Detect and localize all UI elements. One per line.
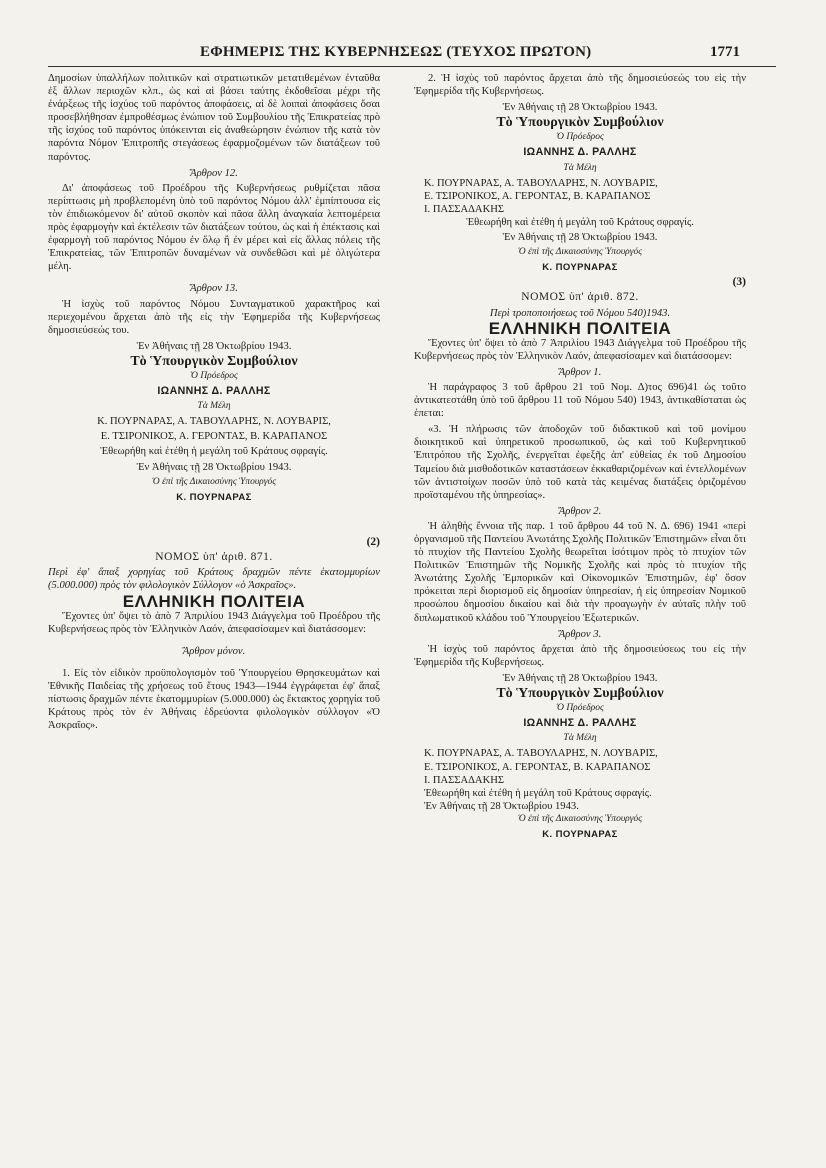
minister-name: Κ. ΠΟΥΡΝΑΡΑΣ [542,262,618,274]
paragraph: Δι' ἀποφάσεως τοῦ Προέδρου τῆς Κυβερνήσεως ρυθμίζεται πᾶσα περίπτωσις μὴ προβλεπομένη ὑπὸ τοῦ παρόντος Νόμου ἀλλ' ἐμπίπτουσα εἰς τὸν ἐπιδιωκόμενον δι' αὐτοῦ σκοπὸν καὶ πᾶσα ἄλλη ἀναγκαία λεπτομέρεια πρὸς ἐφαρμογὴν καὶ ἐκτέλεσιν τῶν διατάξεων τούτου, ὡς καὶ ἡ ἐπέκτασις καὶ ἐφαρμογὴ τοῦ παρόντος Νόμου ἐν ὅλῳ ἢ ἐν μέρει καὶ εἰς ἄλλας πόλεις τῆς Ἐπικρατείας, τῶν Ἐπιτροπῶν δυναμένων νὰ συνδεθῶσι καὶ μὲ ὀλιγώτερα μέλη. [48,182,380,273]
date-line: Ἐν Ἀθήναις τῇ 28 Ὀκτωβρίου 1943. [502,672,658,684]
law-number-badge: (2) [366,535,380,548]
page-header [200,44,740,68]
date-line: Ἐν Ἀθήναις τῇ 28 Ὀκτωβρίου 1943. [502,232,658,244]
date-line: Ἐν Ἀθήναις τῇ 28 Ὀκτωβρίου 1943. [136,340,292,352]
date-line: Ἐν Ἀθήναις τῇ 28 Ὀκτωβρίου 1943. [424,800,579,812]
president-name: ΙΩΑΝΝΗΣ Δ. ΡΑΛΛΗΣ [523,717,637,730]
justice-minister-label: Ὁ ἐπὶ τῆς Δικαιοσύνης Ὑπουργός [517,247,643,258]
article-heading: Ἄρθρον μόνον. [182,646,246,658]
members-line: Ε. ΤΣΙΡΟΝΙΚΟΣ, Α. ΓΕΡΟΝΤΑΣ, Β. ΚΑΡΑΠΑΝΟΣ [424,190,651,202]
page-number: 1771 [710,44,740,60]
council-heading: Τὸ Ὑπουργικὸν Συμβούλιον [496,686,664,702]
seal-line: Ἐθεωρήθη καὶ ἐτέθη ἡ μεγάλη τοῦ Κράτους σφραγίς. [100,446,328,458]
justice-minister-label: Ὁ ἐπὶ τῆς Δικαιοσύνης Ὑπουργός [517,813,643,824]
paragraph: Ἡ ἰσχὺς τοῦ παρόντος Νόμου Συνταγματικοῦ χαρακτῆρος καὶ περιεχομένου ἄρχεται ἀπὸ τῆς εἰς τὴν Ἐφημερίδα τῆς Κυβερνήσεως δημοσιεύσεώς του. [48,298,380,336]
left-column [48,72,380,735]
council-heading: Τὸ Ὑπουργικὸν Συμβούλιον [496,115,664,131]
date-line: Ἐν Ἀθήναις τῇ 28 Ὀκτωβρίου 1943. [502,102,658,114]
right-column [414,72,746,843]
article-heading: Ἄρθρον 13. [190,283,238,295]
justice-minister-label: Ὁ ἐπὶ τῆς Δικαιοσύνης Ὑπουργός [151,476,277,487]
paragraph: «3. Ἡ πλήρωσις τῶν ἀποδοχῶν τοῦ διδακτικοῦ καὶ τοῦ μονίμου διοικητικοῦ καὶ ὑπηρετικοῦ προσωπικοῦ, ὡς καὶ τοῦ Κυβερνητικοῦ Ἐπιτρόπου τῆς Σχολῆς, ἐνεργεῖται ἐφεξῆς ἀπ' εὐθείας ἐκ τοῦ Δημοσίου Ταμείου διὰ μισθοδοτικῶν καταστάσεων ἐκκαθαριζομένων καὶ ἐντελλομένων τῶν ἀντιστοίχων ποσῶν ὑπὸ τοῦ κατὰ τὰς κειμένας διατάξεις ὁριζομένου προϊσταμένου τῆς ὑπηρεσίας». [414,424,746,501]
law-heading: ΝΟΜΟΣ ὑπ' ἀριθ. 872. [521,291,639,304]
paragraph: 2. Ἡ ἰσχὺς τοῦ παρόντος ἄρχεται ἀπὸ τῆς δημοσιεύσεώς του εἰς τὴν Ἐφημερίδα τῆς Κυβερνήσεως. [414,73,746,98]
seal-line: Ἐθεωρήθη καὶ ἐτέθη ἡ μεγάλη τοῦ Κράτους σφραγίς. [424,787,652,799]
law-title: Περὶ ἐφ' ἅπαξ χορηγίας τοῦ Κράτους δραχμῶν πέντε ἑκατομμυρίων (5.000.000) πρὸς τὸν φιλολογικὸν Σύλλογον «ὁ Ἀσκραῖος». [48,567,380,592]
gazette-title: ΕΦΗΜΕΡΙΣ ΤΗΣ ΚΥΒΕΡΝΗΣΕΩΣ (ΤΕΥΧΟΣ ΠΡΩΤΟΝ) [200,44,592,60]
hellenic-state-heading: ΕΛΛΗΝΙΚΗ ΠΟΛΙΤΕΙΑ [122,592,306,612]
members-line: Ι. ΠΑΣΣΑΔΑΚΗΣ [424,203,505,215]
article-heading: Ἄρθρον 3. [558,628,602,640]
law-title: Περὶ τροποποιήσεως τοῦ Νόμου 540)1943. [489,307,671,319]
article-heading: Ἄρθρον 2. [558,505,602,517]
paragraph: 1. Εἰς τὸν εἰδικὸν προϋπολογισμὸν τοῦ Ὑπουργείου Θρησκευμάτων καὶ Ἐθνικῆς Παιδείας τῆς χρήσεως τοῦ ἔτους 1943—1944 ἐγγράφεται ἐφ' ἅπαξ πίστωσις δραχμῶν πέντε ἑκατομμυρίων (5.000.000) ὡς ἔκτακτος χορηγία τοῦ Κράτους πρὸς τὸν ἐν Ἀθήναις ἑδρεύοντα φιλολογικὸν σύλλογον «Ὁ Ἀσκραῖος». [48,667,380,731]
minister-name: Κ. ΠΟΥΡΝΑΡΑΣ [542,828,618,840]
header-rule [48,66,776,67]
hellenic-state-heading: ΕΛΛΗΝΙΚΗ ΠΟΛΙΤΕΙΑ [488,318,672,338]
president-name: ΙΩΑΝΝΗΣ Δ. ΡΑΛΛΗΣ [523,146,637,159]
paragraph: Ἡ ἀληθὴς ἔννοια τῆς παρ. 1 τοῦ ἄρθρου 44 τοῦ Ν. Δ. 696) 1941 «περὶ ὀργανισμοῦ τῆς Παντείου Ἀνωτάτης Σχολῆς Πολιτικῶν Ἐπιστημῶν» εἶναι ὅτι τὸ πτυχίον τῆς Παντείου Σχολῆς θεωρεῖται ἰσότιμον πρὸς τὸ πτυχίον τῶν Πολιτικῶν Ἐπιστημῶν τῆς Νομικῆς Σχολῆς καὶ πρὸς τὸ πτυχίον τῆς Ἀνωτάτης Σχολῆς Ἐμπορικῶν καὶ Οἰκονομικῶν Ἐπιστημῶν, ἐφ' ὅσον πρόκειται περὶ διορισμοῦ εἰς δημοσίαν ὑπηρεσίαν, ἡ εἰς ὑπηρεσίαν Νομικοῦ προσώπου δημοσίου δικαίου καὶ διὰ τὴν προαγωγὴν ἐν αὐταῖς πλὴν τοῦ διπλωματικοῦ κλάδου τοῦ Ὑπουργείου Ἐξωτερικῶν. [414,520,746,624]
members-line: Κ. ΠΟΥΡΝΑΡΑΣ, Α. ΤΑΒΟΥΛΑΡΗΣ, Ν. ΛΟΥΒΑΡΙΣ, [424,748,658,760]
members-label: Τὰ Μέλη [563,733,597,744]
article-heading: Ἄρθρον 12. [190,167,238,179]
paragraph: Ἔχοντες ὑπ' ὄψει τὸ ἀπὸ 7 Ἀπριλίου 1943 Διάγγελμα τοῦ Προέδρου τῆς Κυβερνήσεως πρὸς τὸν Ἑλληνικὸν Λαόν, ἀπεφασίσαμεν καὶ διατάσσομεν: [414,337,746,362]
law-heading: ΝΟΜΟΣ ὑπ' ἀριθ. 871. [155,550,273,563]
members-line: Κ. ΠΟΥΡΝΑΡΑΣ, Α. ΤΑΒΟΥΛΑΡΗΣ, Ν. ΛΟΥΒΑΡΙΣ, [97,416,331,428]
law-number-badge: (3) [732,276,746,289]
members-line: Ε. ΤΣΙΡΟΝΙΚΟΣ, Α. ΓΕΡΟΝΤΑΣ, Β. ΚΑΡΑΠΑΝΟΣ [100,431,328,443]
members-label: Τὰ Μέλη [197,401,231,412]
members-line: Ι. ΠΑΣΣΑΔΑΚΗΣ [424,774,505,786]
president-label: Ὁ Πρόεδρος [556,703,604,714]
president-label: Ὁ Πρόεδρος [190,370,238,381]
paragraph: Ἔχοντες ὑπ' ὄψει τὸ ἀπὸ 7 Ἀπριλίου 1943 Διάγγελμα τοῦ Προέδρου τῆς Κυβερνήσεως πρὸς τὸν Ἑλληνικὸν Λαόν, ἀπεφασίσαμεν καὶ διατάσσομεν: [48,611,380,636]
council-heading: Τὸ Ὑπουργικὸν Συμβούλιον [130,353,298,369]
president-name: ΙΩΑΝΝΗΣ Δ. ΡΑΛΛΗΣ [157,385,271,398]
members-label: Τὰ Μέλη [563,162,597,173]
paragraph: Ἡ ἰσχὺς τοῦ παρόντος ἄρχεται ἀπὸ τῆς δημοσιεύσεως του εἰς τὴν Ἐφημερίδα τῆς Κυβερνήσεως. [414,643,746,668]
paragraph: Ἡ παράγραφος 3 τοῦ ἄρθρου 21 τοῦ Νομ. Δ)τος 696)41 ὡς τοῦτο ἀντικατεστάθη ὑπὸ τοῦ ἄρθρου 11 τοῦ Νόμου 540) 1943, ἀντικαθίσταται ὡς ἑπεται: [414,381,746,420]
members-line: Κ. ΠΟΥΡΝΑΡΑΣ, Α. ΤΑΒΟΥΛΑΡΗΣ, Ν. ΛΟΥΒΑΡΙΣ, [424,177,658,189]
date-line: Ἐν Ἀθήναις τῇ 28 Ὀκτωβρίου 1943. [136,461,292,473]
president-label: Ὁ Πρόεδρος [556,132,604,143]
seal-line: Ἐθεωρήθη καὶ ἐτέθη ἡ μεγάλη τοῦ Κράτους σφραγίς. [466,216,694,228]
article-heading: Ἄρθρον 1. [558,366,602,378]
paragraph: Δημοσίων ὑπαλλήλων πολιτικῶν καὶ στρατιωτικῶν μετατιθεμένων ἐνταῦθα ἐξ ἄλλων περιοχῶν κλπ., ὡς καὶ αἱ βάσει ταύτης ἐκδοθεῖσαι μέχρι τῆς ἐνάρξεως τῆς ἰσχύος τοῦ παρόντος ἀποφάσεις, αἱ δὲ λοιπαὶ ἀποφάσεις ὅσαι προσεβλήθησαν ἐμπροθέσμως ἐνώπιον τοῦ Συμβουλίου τῆς Ἐπικρατείας πρὸ τῆς ἰσχύος τοῦ παρόντος ὑπόκεινται εἰς ἀναθεώρησιν ἐνώπιον τῆς κατὰ τὸν παρόντα Νόμον Ἐπιτροπῆς στεγάσεως ἐφαρμοζομένων τῶν διατάξεων τοῦ παρόντος. [48,73,380,163]
members-line: Ε. ΤΣΙΡΟΝΙΚΟΣ, Α. ΓΕΡΟΝΤΑΣ, Β. ΚΑΡΑΠΑΝΟΣ [424,761,651,773]
minister-name: Κ. ΠΟΥΡΝΑΡΑΣ [176,491,252,503]
